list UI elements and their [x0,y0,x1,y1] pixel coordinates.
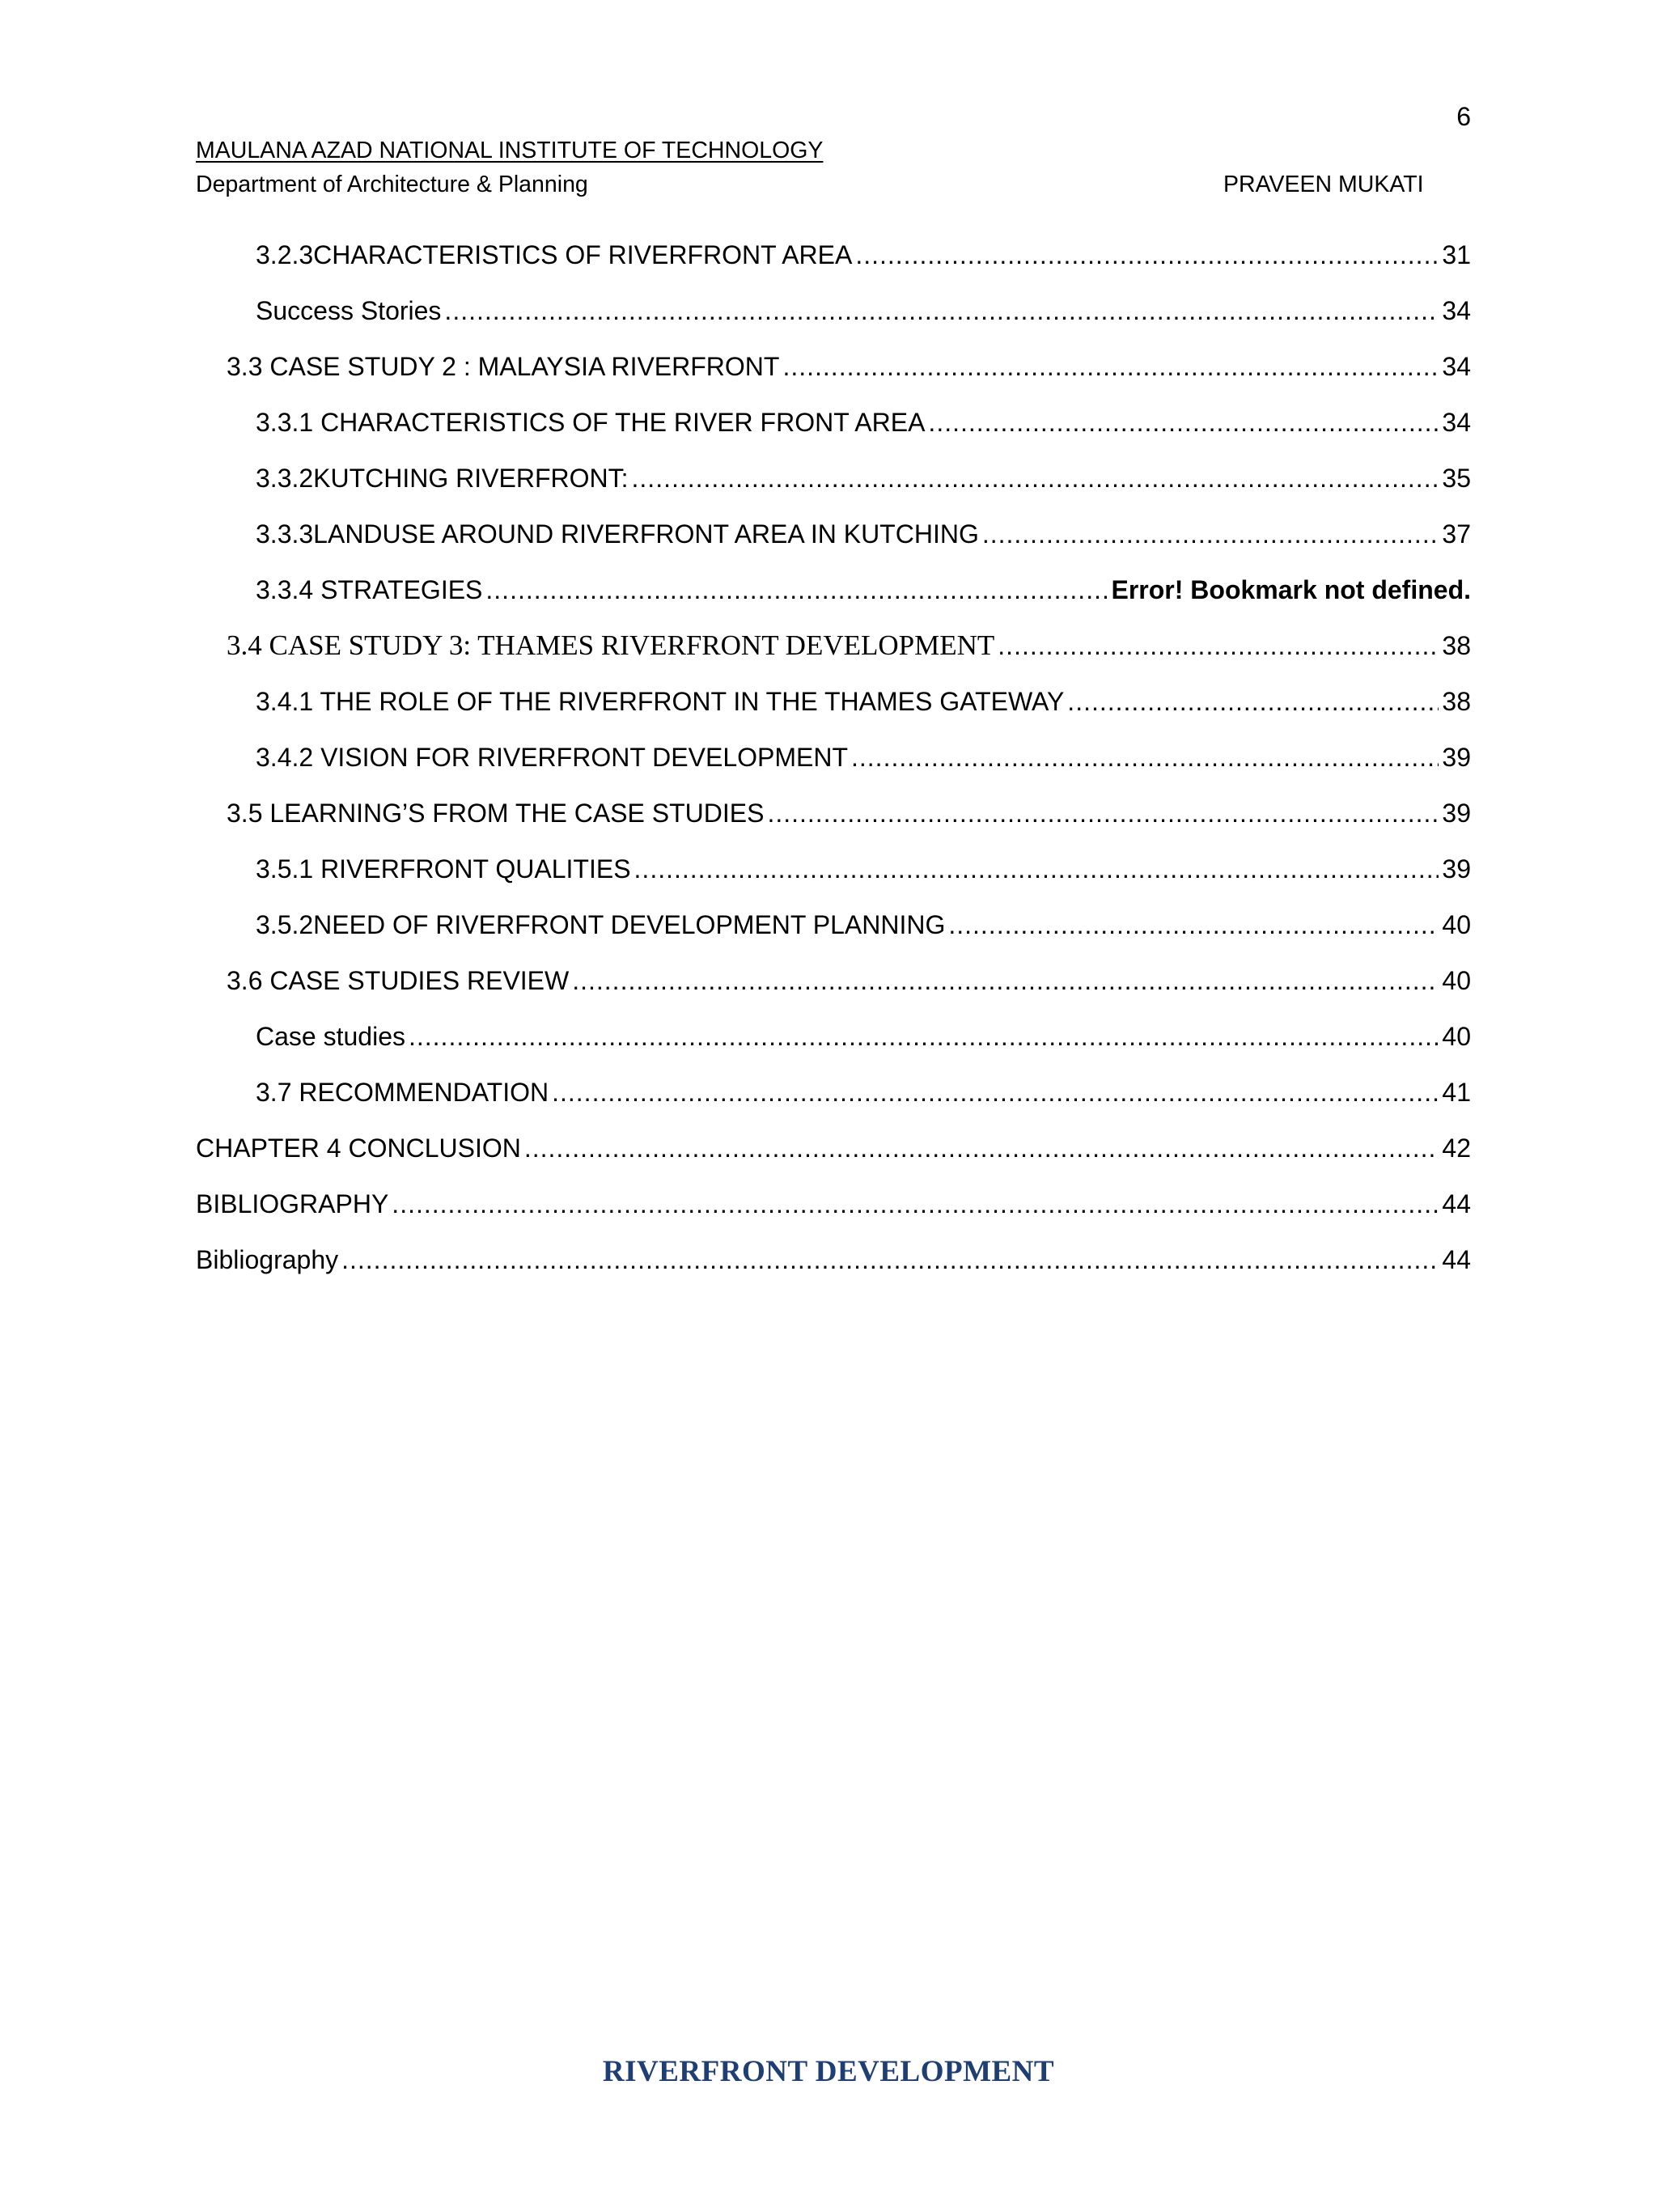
toc-entry-page: 31 [1442,240,1471,269]
toc-entry-page: 38 [1442,687,1471,716]
toc-dot-leader [392,1184,1439,1224]
toc-entry[interactable] [196,1128,1471,1184]
toc-entry-label: 3.3.3LANDUSE AROUND RIVERFRONT AREA IN KUTCHING [256,519,979,549]
toc-entry-page: 44 [1442,1189,1471,1218]
toc-dot-leader [572,960,1439,1001]
toc-entry-label: 3.6 CASE STUDIES REVIEW [227,966,570,995]
toc-entry-label: Success Stories [256,296,442,325]
toc-dot-leader [855,235,1439,275]
toc-entry-page: 39 [1442,799,1471,828]
toc-entry[interactable] [196,849,1471,905]
toc-entry-page: 39 [1442,854,1471,884]
toc-entry-label: Bibliography [196,1245,339,1274]
toc-entry[interactable] [196,1016,1471,1072]
toc-entry[interactable] [196,290,1471,346]
toc-dot-leader [1067,681,1439,722]
header-author: PRAVEEN MUKATI [1223,172,1424,197]
toc-entry-label: 3.2.3CHARACTERISTICS OF RIVERFRONT AREA [256,240,853,269]
header-institute-name: MAULANA AZAD NATIONAL INSTITUTE OF TECHNOLOGY [196,138,824,163]
toc-entry[interactable] [196,737,1471,793]
toc-entry-page: 35 [1442,464,1471,493]
toc-dot-leader [632,458,1439,498]
toc-entry-page: 41 [1442,1078,1471,1107]
footer-document-title: RIVERFRONT DEVELOPMENT [602,2055,1055,2088]
toc-entry-page: 34 [1442,408,1471,437]
toc-entry[interactable] [196,681,1471,737]
toc-dot-leader [767,793,1439,833]
toc-entry[interactable] [196,346,1471,402]
toc-entry-label: CHAPTER 4 CONCLUSION [196,1134,521,1163]
toc-entry[interactable] [196,905,1471,960]
page-number: 6 [1456,102,1471,131]
toc-bookmark-error: Error! Bookmark not defined. [1111,575,1471,604]
toc-entry-label: 3.5.1 RIVERFRONT QUALITIES [256,854,631,884]
toc-entry-page: 34 [1442,296,1471,325]
toc-entry-page: 40 [1442,910,1471,939]
toc-dot-leader [409,1016,1439,1057]
toc-entry[interactable] [196,570,1471,625]
toc-dot-leader [634,849,1439,889]
toc-entry-label: 3.7 RECOMMENDATION [256,1078,549,1107]
toc-entry-label: 3.3.4 STRATEGIES [256,575,483,604]
toc-entry-label: 3.3.1 CHARACTERISTICS OF THE RIVER FRONT AREA [256,408,926,437]
toc-dot-leader [485,570,1108,610]
toc-entry[interactable] [196,514,1471,570]
toc-entry-label: 3.5 LEARNING’S FROM THE CASE STUDIES [227,799,765,828]
toc-entry-label: BIBLIOGRAPHY [196,1189,389,1218]
toc-entry-page: 40 [1442,1022,1471,1051]
toc-dot-leader [782,346,1439,387]
toc-entry-page: 38 [1442,631,1471,660]
toc-entry-label: 3.4 CASE STUDY 3: THAMES RIVERFRONT DEVELOPMENT [227,629,995,661]
toc-entry[interactable] [196,793,1471,849]
toc-dot-leader [928,402,1439,443]
toc-dot-leader [341,1239,1439,1280]
header-department: Department of Architecture & Planning [196,172,588,197]
toc-entry[interactable] [196,1072,1471,1128]
toc-entry-label: Case studies [256,1022,405,1051]
toc-entry-label: 3.3.2KUTCHING RIVERFRONT: [256,464,629,493]
toc-entry-page: 34 [1442,352,1471,381]
table-of-contents [196,235,1471,1295]
toc-dot-leader [948,905,1439,945]
toc-entry-label: 3.4.2 VISION FOR RIVERFRONT DEVELOPMENT [256,743,848,772]
toc-entry-label: 3.3 CASE STUDY 2 : MALAYSIA RIVERFRONT [227,352,780,381]
toc-entry-page: 42 [1442,1134,1471,1163]
toc-dot-leader [982,514,1439,554]
toc-dot-leader [444,290,1439,331]
toc-entry-page: 39 [1442,743,1471,772]
toc-dot-leader [851,737,1439,778]
toc-entry-page: 37 [1442,519,1471,549]
toc-entry-page: 40 [1442,966,1471,995]
toc-entry[interactable] [196,1184,1471,1239]
toc-entry-label: 3.5.2NEED OF RIVERFRONT DEVELOPMENT PLANNING [256,910,946,939]
toc-entry-label: 3.4.1 THE ROLE OF THE RIVERFRONT IN THE THAMES GATEWAY [256,687,1065,716]
toc-dot-leader [998,625,1439,666]
toc-entry[interactable] [196,1239,1471,1295]
toc-entry-page: 44 [1442,1245,1471,1274]
toc-entry[interactable] [196,625,1471,681]
toc-entry[interactable] [196,235,1471,290]
toc-entry[interactable] [196,402,1471,458]
toc-dot-leader [524,1128,1439,1168]
toc-dot-leader [552,1072,1439,1112]
toc-entry[interactable] [196,960,1471,1016]
toc-entry[interactable] [196,458,1471,514]
